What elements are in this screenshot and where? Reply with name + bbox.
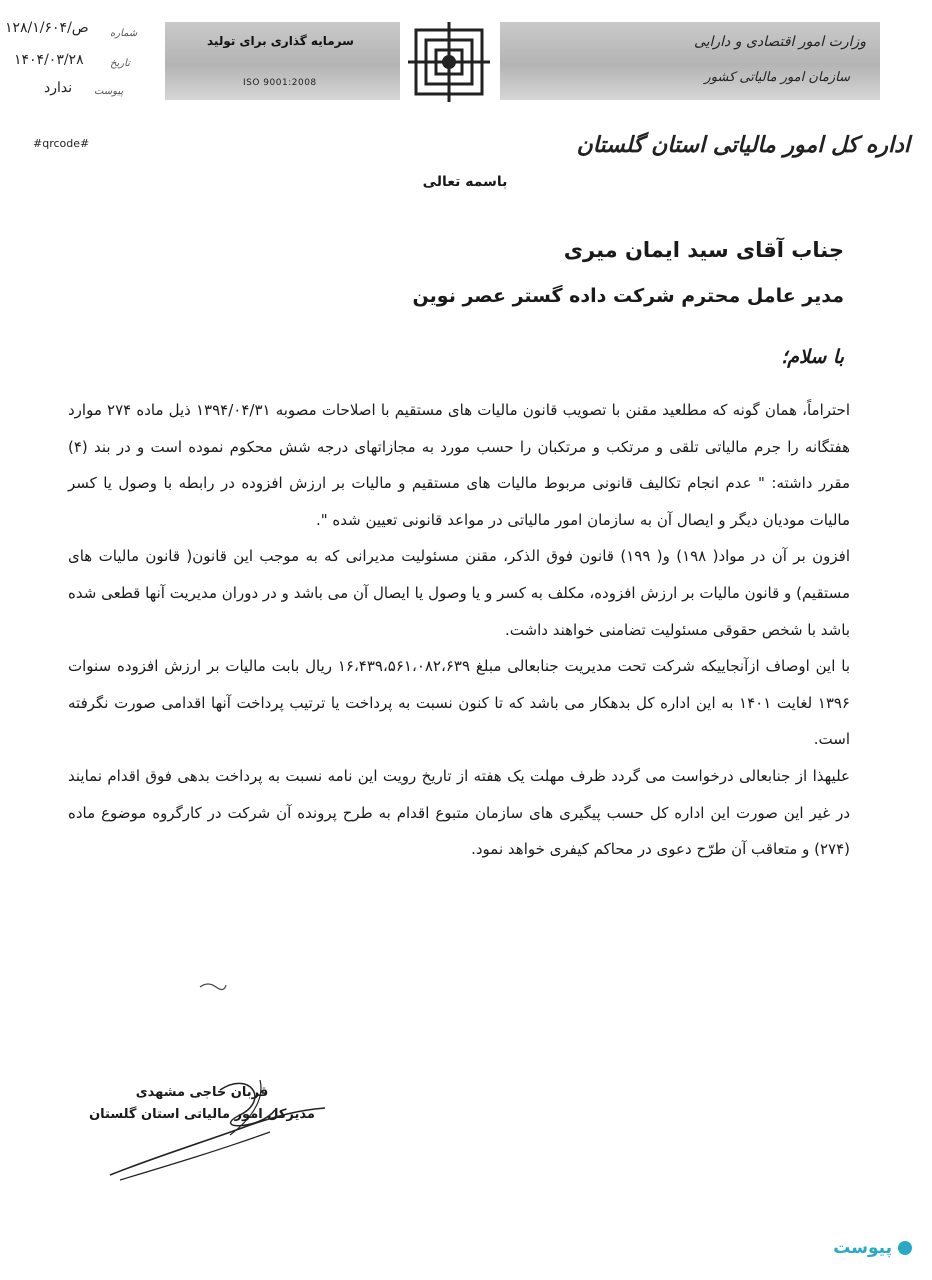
signer-name: قربان حاجی مشهدی xyxy=(135,1085,269,1100)
paragraph: افزون بر آن در مواد( ۱۹۸) و( ۱۹۹) قانون فوق الذکر، مقنن مسئولیت مدیرانی که به موجب این قانون( قانون مالیات های مستقیم) و قانون مالیات بر ارزش افزوده، مکلف به کسر و یا وصول یا ایصال آن می باشد و در دوران مدیریت آنها قطعی شده باشد با شخص حقوقی مسئولیت تضامنی خواهند داشت. xyxy=(68,547,850,639)
paragraph: با این اوصاف ازآنجاییکه شرکت تحت مدیریت جنابعالی مبلغ ۱۶،۴۳۹،۵۶۱،۰۸۲،۶۳۹ ریال بابت مالیات بر ارزش افزوده سنوات ۱۳۹۶ لغایت ۱۴۰۱ به این اداره کل بدهکار می باشد که تا کنون نسبت به پرداخت یا ترتیب پرداخت آنها اقدامی صورت نگرفته است. xyxy=(68,657,850,749)
national-emblem-icon xyxy=(408,22,490,102)
letter-date: ۱۴۰۴/۰۳/۲۸ xyxy=(14,52,84,68)
paragraph: علیهذا از جنابعالی درخواست می گردد ظرف مهلت یک هفته از تاریخ رویت این نامه نسبت به پرداخت بدهی فوق اقدام نمایند در غیر این صورت این اداره کل حسب پیگیری های سازمان متبوع اقدام به طرح پرونده آن شرکت در کارگروه موضوع ماده (۲۷۴) و متعاقب آن طرّح دعوی در محاکم کیفری خواهد نمود. xyxy=(68,766,850,859)
recipient-name: جناب آقای سید ایمان میری xyxy=(563,238,844,262)
greeting: با سلام؛ xyxy=(781,346,844,368)
letter-number: ۱۲۸/۱/۶۰۴/ص xyxy=(5,20,89,36)
attachment-value: ندارد xyxy=(44,80,73,96)
footer-logo xyxy=(833,1238,912,1258)
brand-text: پیوست xyxy=(833,1238,892,1258)
header-band-left xyxy=(165,22,400,100)
header-band-right xyxy=(500,22,880,100)
signer-title: مدیرکل امور مالیاتی استان گلستان xyxy=(89,1107,315,1122)
attachment-label: پیوست xyxy=(94,86,124,97)
recipient-title: مدیر عامل محترم شرکت داده گستر عصر نوین xyxy=(412,285,844,307)
brand-dot-icon xyxy=(898,1241,912,1255)
paragraph: احتراماً، همان گونه که مطلعید مقنن با تصویب قانون مالیات های مستقیم با اصلاحات مصوبه ۱۳۹۴/۰۴/۳۱ ذیل ماده ۲۷۴ موارد هفتگانه را جرم مالیاتی تلقی و مرتکب و مرتکبان را حسب مورد به مجازاتهای درجه شش محکوم نموده است و در بند (۴) مقرر داشته: " عدم انجام تکالیف قانونی مربوط مالیات های مستقیم و مالیات بر ارزش افزوده در رابطه با وصول یا کسر مالیات مودیان دیگر و ایصال آن به سازمان امور مالیاتی در مواعد قانونی تعیین شده ". xyxy=(68,401,850,529)
ministry-line1: وزارت امور اقتصادی و دارایی xyxy=(693,34,866,50)
number-label: شماره xyxy=(110,28,138,39)
office-title: اداره کل امور مالیاتی استان گلستان xyxy=(576,132,910,158)
slogan-text: سرمایه گذاری برای تولید xyxy=(207,34,354,48)
ink-mark-icon xyxy=(198,978,228,992)
date-label: تاریخ xyxy=(110,58,130,69)
handwritten-signature-icon xyxy=(100,1060,340,1190)
bismillah: باسمه تعالی xyxy=(422,174,508,190)
iso-text: ISO 9001:2008 xyxy=(243,78,317,88)
qrcode-placeholder: #qrcode# xyxy=(33,137,90,150)
ministry-line2: سازمان امور مالیاتی کشور xyxy=(704,70,850,85)
letter-body xyxy=(68,392,850,868)
